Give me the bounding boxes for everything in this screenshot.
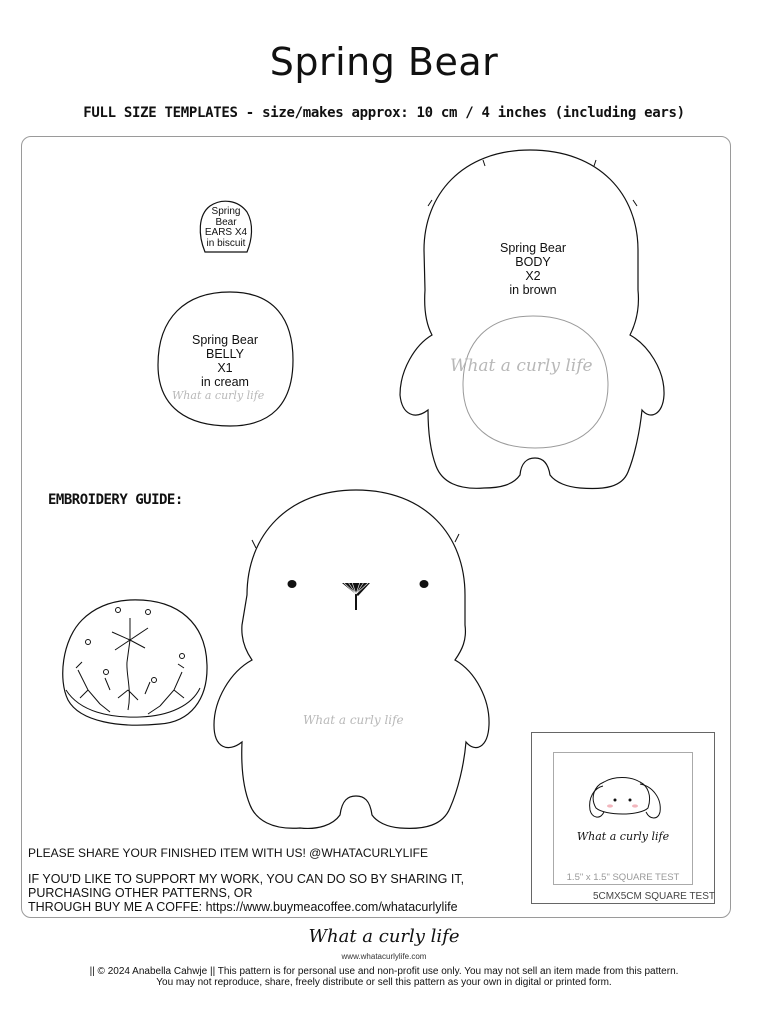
support-line1: IF YOU'D LIKE TO SUPPORT MY WORK, YOU CAN DO SO BY SHARING IT,: [28, 872, 465, 886]
page-title: Spring Bear: [269, 40, 499, 84]
support-line3: THROUGH BUY ME A COFFE: https://www.buymeacoffee.com/whatacurlylife: [28, 900, 458, 914]
copyright-line1: || © 2024 Anabella Cahwje || This pattern is for personal use and non-profit use only. You may not sell an item made from this pattern.: [89, 966, 679, 977]
embroidery-guide-title: EMBROIDERY GUIDE:: [48, 492, 183, 508]
belly-label-line3: X1: [217, 361, 233, 375]
ears-label: [198, 207, 254, 249]
square-test-outer-label: 5CMX5CM SQUARE TEST: [592, 891, 715, 902]
support-text: [28, 872, 464, 914]
share-text: PLEASE SHARE YOUR FINISHED ITEM WITH US! @WHATACURLYLIFE: [28, 846, 429, 860]
support-line2: PURCHASING OTHER PATTERNS, OR: [28, 886, 253, 900]
french-knots: [86, 608, 185, 683]
body-label: [478, 241, 588, 294]
ears-label-line2: Bear: [215, 216, 237, 228]
footer-logo: What a curly life: [308, 926, 460, 947]
ears-label-line3: EARS X4: [204, 227, 248, 238]
copyright-line2: You may not reproduce, share, freely distribute or sell this pattern as your own in digital or printed form.: [156, 977, 612, 988]
guide-watermark: What a curly life: [303, 713, 404, 727]
body-belly-guide: [463, 316, 608, 448]
belly-label: [170, 333, 280, 389]
ears-label-line4: in biscuit: [206, 237, 246, 249]
copyright-notice: [0, 966, 768, 988]
left-eye: [288, 580, 297, 588]
body-label-line1: Spring Bear: [499, 241, 566, 255]
body-template: [400, 150, 664, 489]
square-test-inner: [553, 752, 693, 885]
page-subtitle: FULL SIZE TEMPLATES - size/makes approx: 10 cm / 4 inches (including ears): [83, 105, 685, 121]
flower-stitches: [76, 618, 184, 714]
body-ear-marks: [428, 160, 637, 206]
ears-label-line1: Spring: [211, 206, 241, 217]
belly-label-line4: in cream: [201, 375, 249, 389]
body-label-line4: in brown: [509, 283, 557, 294]
guide-ear-marks: [252, 534, 459, 548]
body-watermark: What a curly life: [450, 356, 593, 376]
square-test-inner-label: 1.5" x 1.5" SQUARE TEST: [566, 872, 680, 883]
belly-label-line2: BELLY: [206, 347, 244, 361]
square-test-logo: What a curly life: [576, 830, 670, 843]
body-label-line2: BODY: [515, 255, 551, 269]
body-label-line3: X2: [525, 269, 541, 283]
belly-embroidery-guide: [63, 600, 207, 725]
guide-body: [214, 490, 489, 828]
right-eye: [420, 580, 429, 588]
belly-watermark: What a curly life: [172, 389, 265, 402]
belly-label-line1: Spring Bear: [191, 333, 258, 347]
footer-url[interactable]: www.whatacurlylife.com: [341, 952, 427, 961]
